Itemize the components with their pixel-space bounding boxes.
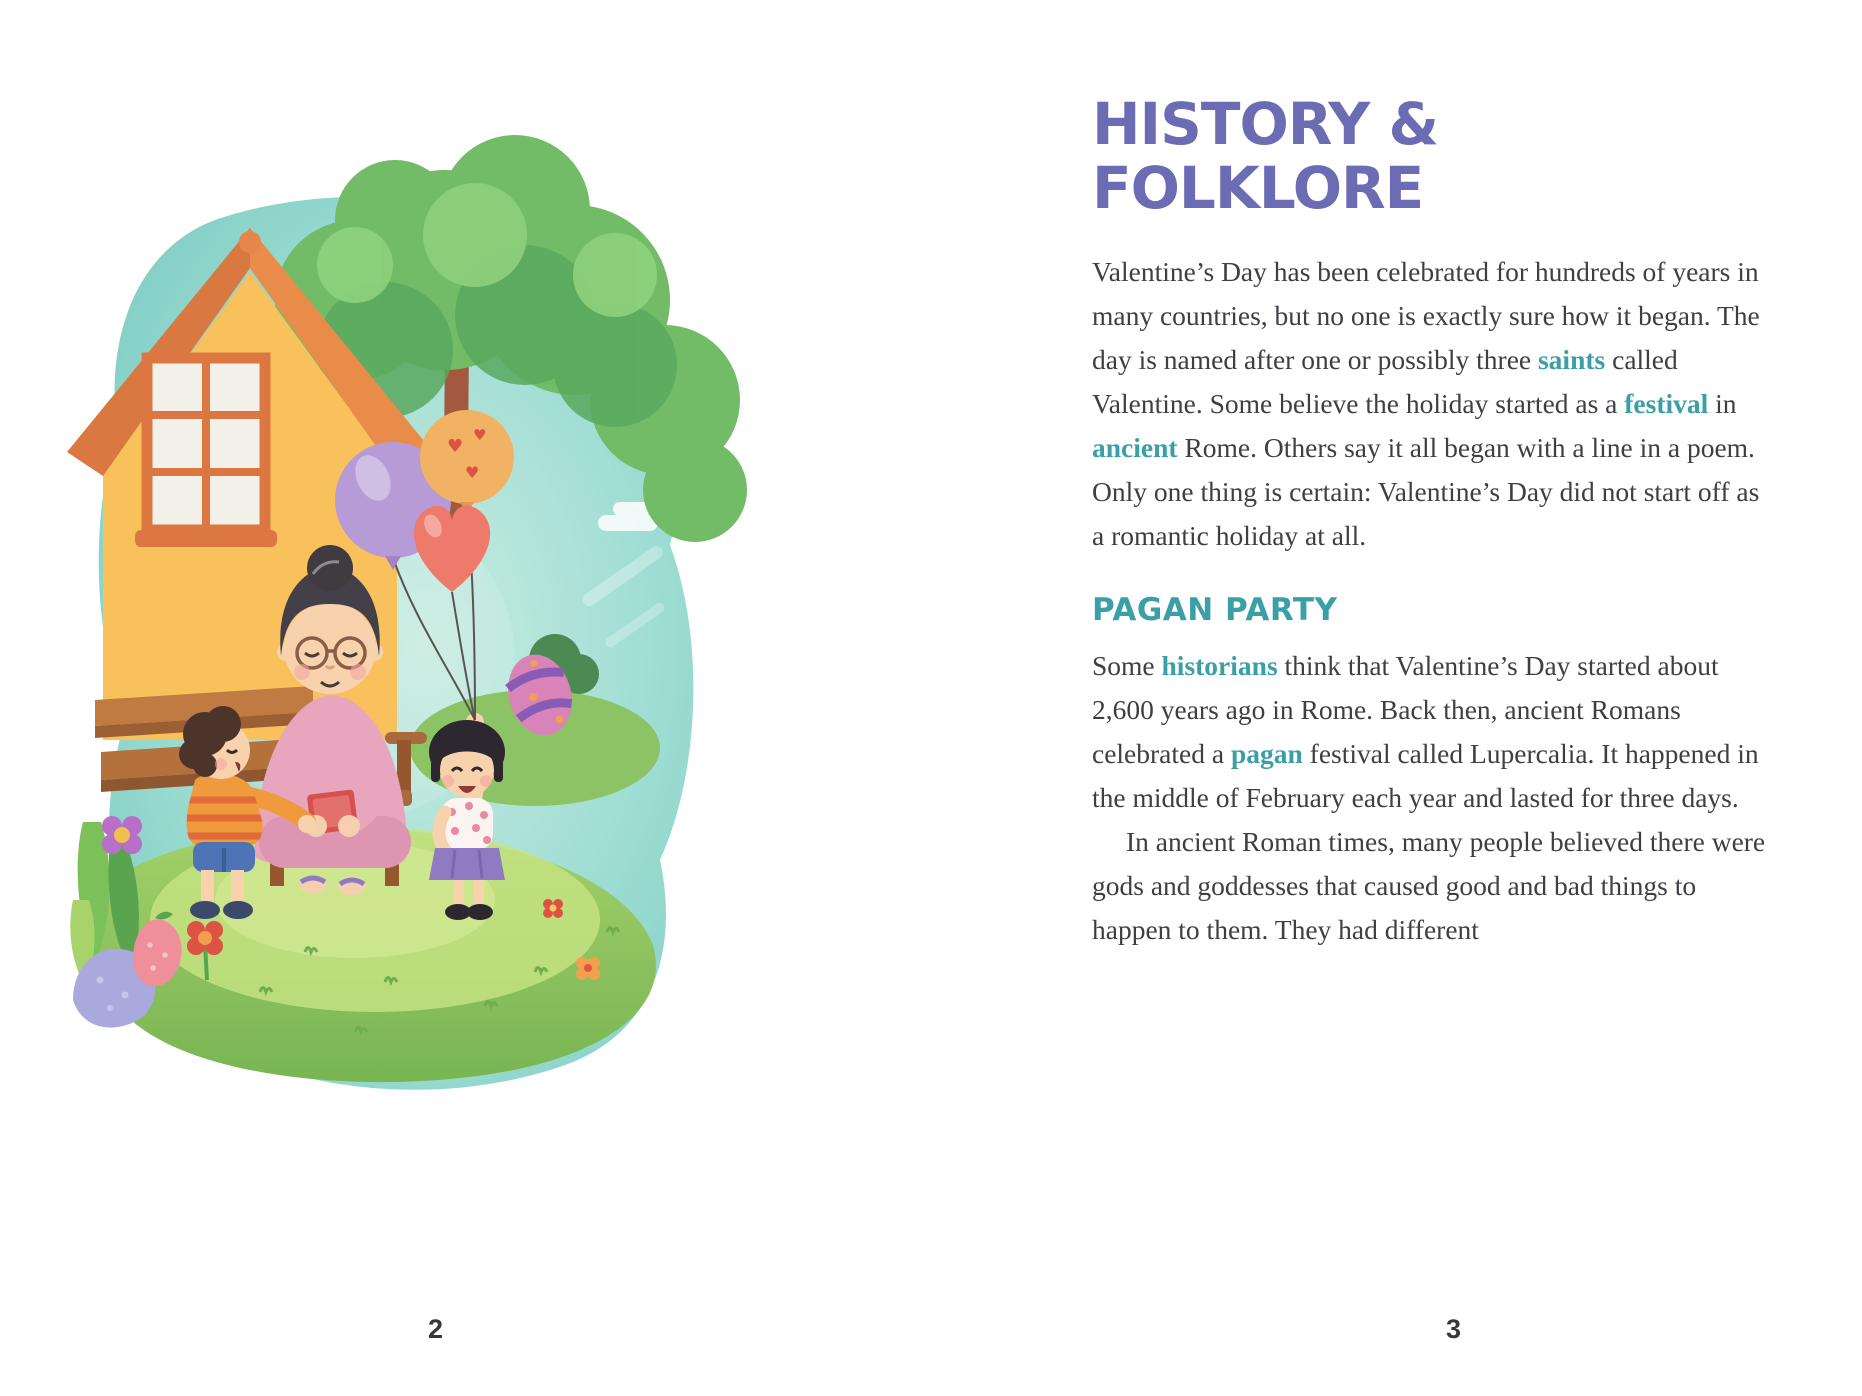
section-title: PAGAN PARTY — [1092, 592, 1338, 628]
svg-text:♥: ♥ — [465, 463, 480, 482]
chapter-title-line-1: HISTORY & — [1092, 90, 1439, 158]
illustration — [55, 100, 800, 1220]
window — [135, 358, 277, 547]
svg-text:♥: ♥ — [447, 436, 464, 457]
svg-text:♥: ♥ — [473, 426, 487, 444]
chapter-title — [1092, 92, 1772, 220]
left-page — [55, 100, 800, 1220]
right-page — [1092, 92, 1772, 952]
intro-paragraph: Valentine’s Day has been celebrated for hundreds of years in many countries, but no one is exactly sure how it began. The day is named after one or possibly three saints called Valentine. Some believe the holiday started as a festival in ancient Rome. Others say it all began with a line in a poem. Only one thing is certain: Valentine’s Day did not start off as a romantic holiday at all. — [1092, 256, 1760, 551]
section-paragraph-2: In ancient Roman times, many people believed there were gods and goddesses that caused good and bad things to happen to them. They had different — [1092, 826, 1766, 945]
section-paragraph-1: Some historians think that Valentine’s Day started about 2,600 years ago in Rome. Back then, ancient Romans celebrated a pagan festival called Lupercalia. It happened in the middle of February each year and lasted for three days. — [1092, 650, 1759, 813]
page-number-right: 3 — [1446, 1314, 1462, 1344]
chapter-title-line-2: FOLKLORE — [1092, 154, 1424, 222]
page-number-left: 2 — [428, 1314, 444, 1344]
